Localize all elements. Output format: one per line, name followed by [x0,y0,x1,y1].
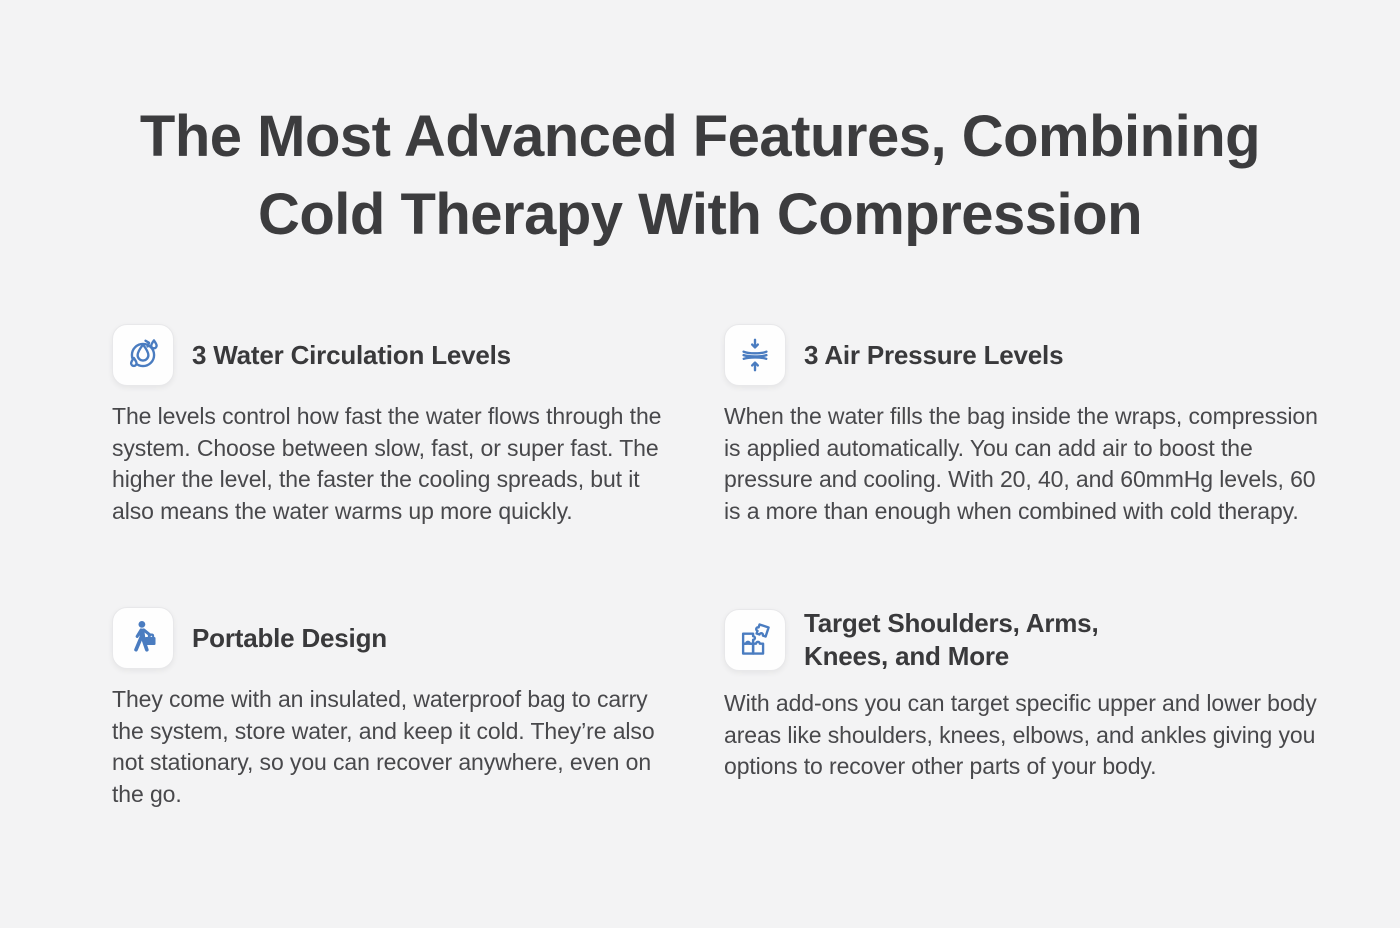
feature-title-line1: Target Shoulders, Arms, [804,608,1099,638]
feature-portable-design [112,607,668,810]
puzzle-addons-icon [724,609,786,671]
water-circulation-icon [112,324,174,386]
features-grid [112,324,1400,810]
section-heading [0,0,1400,254]
portable-person-icon [112,607,174,669]
feature-title: 3 Air Pressure Levels [804,339,1064,370]
feature-title: Portable Design [192,622,387,653]
feature-title-line2: Knees, and More [804,641,1010,671]
feature-description: The levels control how fast the water flows through the system. Choose between slow, fast, or super fast. The higher the level, the faster the cooling spreads, but it also means the water warms up more quickly. [112,403,662,524]
feature-target-addons-header [724,607,1324,673]
feature-description: With add-ons you can target specific upper and lower body areas like shoulders, knees, elbows, and ankles giving you options to recover other parts of your body. [724,690,1317,779]
feature-air-pressure [724,324,1324,527]
feature-target-addons [724,607,1324,810]
feature-portable-design-header [112,607,668,669]
feature-title [804,607,1098,673]
feature-air-pressure-header [724,324,1324,386]
feature-description: When the water fills the bag inside the wraps, compression is applied automatically. You can add air to boost the pressure and cooling. With 20, 40, and 60mmHg levels, 60 is a more than enough when combined with cold therapy. [724,403,1318,524]
feature-water-circulation-header [112,324,668,386]
air-pressure-icon [724,324,786,386]
feature-water-circulation [112,324,668,527]
feature-title: 3 Water Circulation Levels [192,339,511,370]
section-heading-line2: Cold Therapy With Compression [257,182,1143,247]
feature-description: They come with an insulated, waterproof bag to carry the system, store water, and keep it cold. They’re also not stationary, so you can recover anywhere, even on the go. [112,686,655,807]
section-heading-line1: The Most Advanced Features, Combining [139,104,1261,169]
